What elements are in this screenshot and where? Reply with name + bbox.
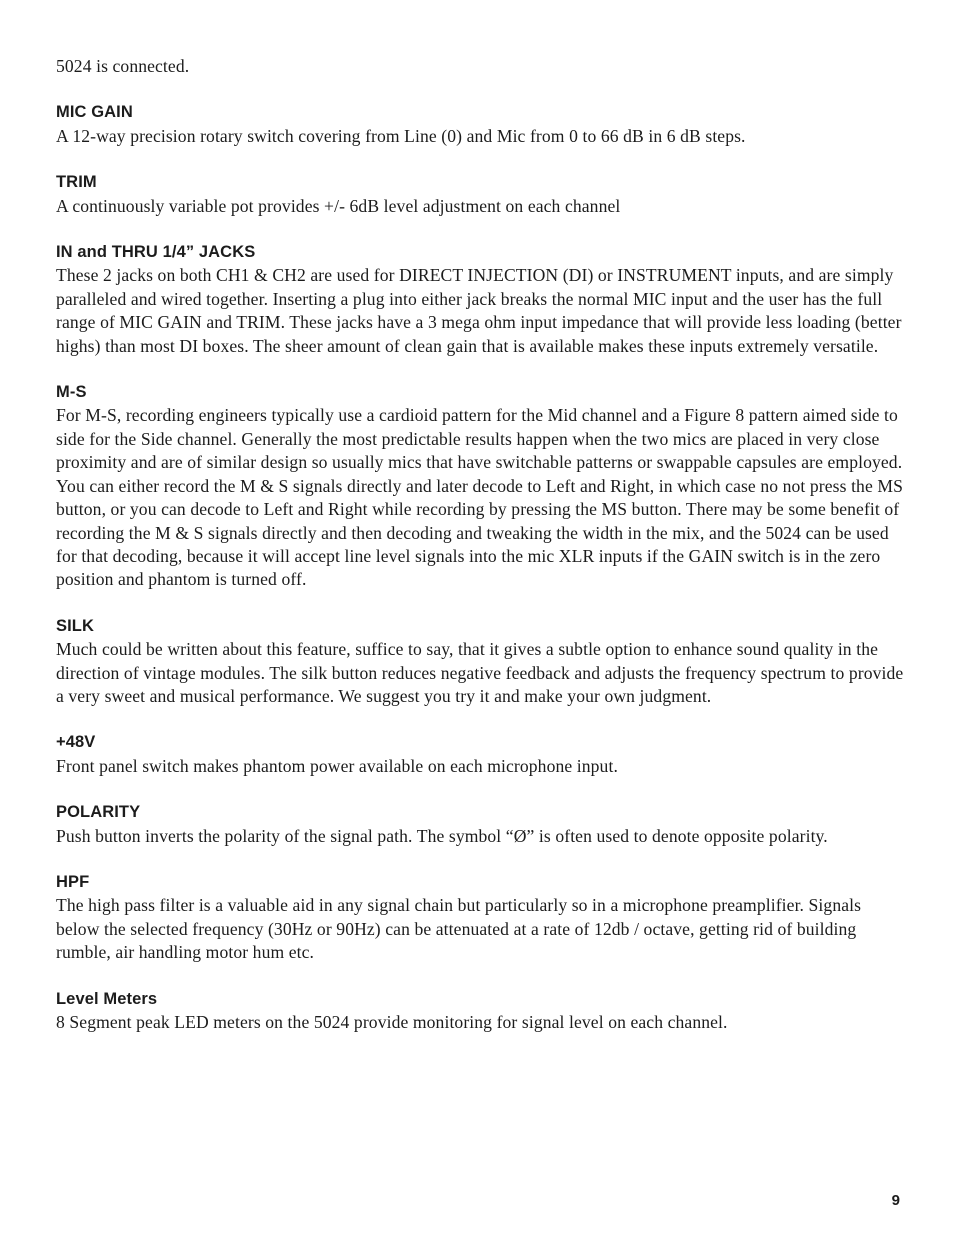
section-polarity [56, 801, 904, 848]
page-number: 9 [891, 1192, 900, 1209]
section-body: A continuously variable pot provides +/- 6dB level adjustment on each channel [56, 195, 621, 216]
section-heading: TRIM [56, 173, 97, 192]
section-body: A 12-way precision rotary switch covering from Line (0) and Mic from 0 to 66 dB in 6 dB steps. [56, 125, 746, 146]
section-silk [56, 615, 904, 709]
document-page [56, 55, 904, 1057]
section-heading: POLARITY [56, 803, 141, 822]
section-body: Front panel switch makes phantom power available on each microphone input. [56, 755, 618, 776]
section-body: Push button inverts the polarity of the signal path. The symbol “Ø” is often used to denote opposite polarity. [56, 825, 828, 846]
section-body: 8 Segment peak LED meters on the 5024 provide monitoring for signal level on each channel. [56, 1012, 728, 1032]
section-body: For M-S, recording engineers typically use a cardioid pattern for the Mid channel and a Figure 8 pattern aimed side to side for the Side channel. Generally the most predictable results happen when the two mics are placed in very close proximity and are of similar design so usually mics that have switchable patterns or swappable capsules are employed. You can either record the M & S signals directly and later decode to Left and Right, in which case no not press the MS button, or you can decode to Left and Right while recording by pressing the MS button. There may be some benefit of recording the M & S signals directly and then decoding and tweaking the width in the mix, and the 5024 can be used for that decoding, because it will accept line level signals into the mic XLR inputs if the GAIN switch is in the zero position and phantom is turned off. [56, 405, 903, 590]
section-body: These 2 jacks on both CH1 & CH2 are used for DIRECT INJECTION (DI) or INSTRUMENT inputs, and are simply paralleled and wired together. Inserting a plug into either jack breaks the normal MIC input and the user has the full range of MIC GAIN and TRIM. These jacks have a 3 mega ohm input impedance that will provide less loading (better highs) than most DI boxes. The sheer amount of clean gain that is available makes these inputs extremely versatile. [56, 265, 902, 356]
section-trim [56, 171, 904, 218]
section-in-thru-jacks [56, 241, 904, 358]
section-heading: +48V [56, 733, 96, 752]
section-phantom-48v [56, 731, 904, 778]
section-heading: SILK [56, 616, 94, 635]
section-heading: IN and THRU 1/4” JACKS [56, 243, 256, 262]
intro-text: 5024 is connected. [56, 56, 190, 76]
section-level-meters [56, 988, 904, 1035]
section-body: Much could be written about this feature, suffice to say, that it gives a subtle option to enhance sound quality in the direction of vintage modules. The silk button reduces negative feedback and adjusts the frequency spectrum to provide a very sweet and musical performance. We suggest you try it and make your own judgment. [56, 639, 904, 706]
section-hpf [56, 871, 904, 965]
section-heading: Level Meters [56, 989, 158, 1008]
section-body: The high pass filter is a valuable aid in any signal chain but particularly so in a microphone preamplifier. Signals below the selected frequency (30Hz or 90Hz) can be attenuated at a rate of 12db / octave, getting rid of building rumble, air handling motor hum etc. [56, 895, 862, 963]
section-heading: HPF [56, 872, 90, 891]
section-heading: MIC GAIN [56, 103, 133, 122]
section-heading: M-S [56, 383, 87, 402]
section-m-s [56, 381, 904, 592]
section-mic-gain [56, 101, 904, 148]
